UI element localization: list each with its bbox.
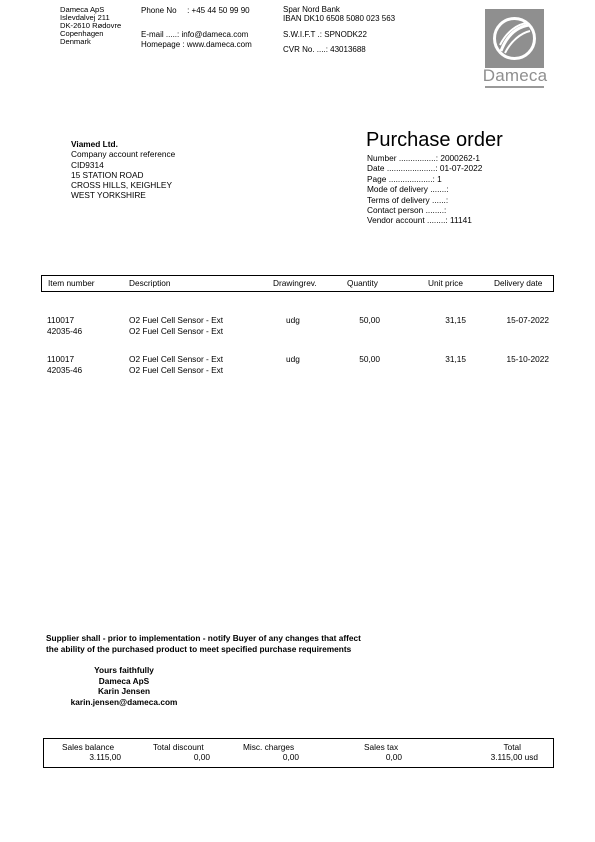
notice-line: Supplier shall - prior to implementation - notify Buyer of any changes that affect xyxy=(46,633,361,643)
company-address-line: Copenhagen xyxy=(60,28,104,38)
recipient-name: Viamed Ltd. xyxy=(71,139,118,149)
row-description-line: O2 Fuel Cell Sensor - Ext xyxy=(129,325,224,336)
signature-person: Karin Jensen xyxy=(97,686,151,696)
dameca-logo-icon xyxy=(485,9,544,68)
order-field-page xyxy=(367,174,482,184)
order-field-terms xyxy=(367,195,482,205)
row-description-line: O2 Fuel Cell Sensor - Ext xyxy=(129,364,224,375)
signature-closing: Yours faithfully xyxy=(94,665,154,675)
table-header xyxy=(41,275,554,292)
row-description-line: O2 Fuel Cell Sensor - Ext xyxy=(129,354,224,364)
cvr-sep: ....: xyxy=(316,45,328,54)
swift-sep: .: xyxy=(317,30,322,39)
row-unit-price: 31,15 xyxy=(445,315,466,325)
email-line xyxy=(141,30,248,40)
sales-tax-label: Sales tax xyxy=(364,742,399,752)
sales-balance-value: 3.115,00 xyxy=(89,752,121,762)
row-item-number-2: 42035-46 xyxy=(47,325,83,336)
recipient-line: CROSS HILLS, KEIGHLEY xyxy=(71,180,172,191)
order-field-number xyxy=(367,153,482,163)
email-label: E-mail xyxy=(141,30,164,39)
field-label: Page xyxy=(367,173,387,184)
swift-label: S.W.I.F.T xyxy=(283,30,316,39)
field-dots: ......: xyxy=(432,194,449,205)
recipient-line: CID9314 xyxy=(71,159,104,170)
row-drawingrev: udg xyxy=(286,354,300,364)
cvr-line xyxy=(283,45,366,55)
field-label: Contact person xyxy=(367,205,424,216)
email-sep: .....: xyxy=(165,30,180,39)
field-value: 2000262-1 xyxy=(440,153,481,163)
row-quantity: 50,00 xyxy=(359,354,380,364)
row-item-number-2: 42035-46 xyxy=(47,364,83,375)
homepage-line xyxy=(141,40,252,50)
row-drawingrev: udg xyxy=(286,315,300,325)
row-item-number: 110017 xyxy=(47,354,75,364)
document-title: Purchase order xyxy=(366,129,503,151)
cvr-label: CVR No. xyxy=(283,45,315,54)
row-description-line: O2 Fuel Cell Sensor - Ext xyxy=(129,315,224,325)
field-dots: .....................: xyxy=(386,163,438,174)
field-value: 11141 xyxy=(450,215,472,226)
logo-divider xyxy=(485,86,544,88)
supplier-notice xyxy=(46,633,361,655)
col-header-description: Description xyxy=(129,278,171,288)
recipient-block xyxy=(71,139,175,201)
row-delivery-date: 15-10-2022 xyxy=(506,354,549,364)
homepage-value[interactable]: www.dameca.com xyxy=(186,40,252,49)
email-value[interactable]: info@dameca.com xyxy=(181,30,249,39)
field-dots: ...................: xyxy=(388,173,435,184)
phone-line xyxy=(141,6,250,16)
field-dots: .......: xyxy=(430,184,449,195)
signature-email[interactable]: karin.jensen@dameca.com xyxy=(70,696,178,707)
company-address-line: Islevdalvej 211 xyxy=(60,12,110,22)
total-discount-label: Total discount xyxy=(153,742,204,752)
field-label: Number xyxy=(367,153,397,163)
order-fields xyxy=(367,153,482,226)
table-row xyxy=(47,315,82,336)
homepage-sep: : xyxy=(182,40,185,49)
col-header-drawingrev: Drawingrev. xyxy=(273,278,317,288)
table-row xyxy=(47,354,82,375)
signature-company: Dameca ApS xyxy=(98,675,150,686)
field-dots: ................: xyxy=(398,153,439,163)
row-delivery-date: 15-07-2022 xyxy=(506,315,549,325)
row-item-number: 110017 xyxy=(47,315,75,325)
total-value: 3.115,00 usd xyxy=(490,752,538,762)
total-label: Total xyxy=(503,742,521,752)
misc-charges-label: Misc. charges xyxy=(243,742,295,752)
swift-value: SPNODK22 xyxy=(324,30,367,39)
field-label: Date xyxy=(367,163,385,174)
company-block xyxy=(60,6,121,46)
col-header-quantity: Quantity xyxy=(347,278,378,288)
order-field-vendor xyxy=(367,215,482,225)
field-dots: ........: xyxy=(425,205,447,216)
field-dots: ........: xyxy=(426,215,448,226)
phone-label: Phone No xyxy=(141,6,177,15)
phone-sep: : xyxy=(187,6,190,15)
field-label: Vendor account xyxy=(367,215,425,226)
totals-box xyxy=(43,738,554,768)
notice-line: the ability of the purchased product to meet specified purchase requirements xyxy=(46,644,352,654)
field-label: Terms of delivery xyxy=(367,194,430,205)
field-value: 1 xyxy=(437,173,442,184)
sales-balance-label: Sales balance xyxy=(62,742,115,752)
order-field-date xyxy=(367,163,482,173)
swift-line xyxy=(283,30,367,40)
row-quantity: 50,00 xyxy=(359,315,380,325)
bank-name: Spar Nord Bank xyxy=(283,5,340,14)
iban: IBAN DK10 6508 5080 023 563 xyxy=(283,14,396,23)
homepage-label: Homepage xyxy=(141,40,181,49)
cvr-value: 43013688 xyxy=(330,45,366,54)
order-field-contact xyxy=(367,205,482,215)
logo-wordmark: Dameca xyxy=(482,66,548,85)
signature-block xyxy=(54,665,194,707)
misc-charges-value: 0,00 xyxy=(282,752,299,762)
recipient-line: WEST YORKSHIRE xyxy=(71,190,146,201)
field-label: Mode of delivery xyxy=(367,184,428,195)
col-header-delivery-date: Delivery date xyxy=(494,278,543,288)
company-name: Dameca ApS xyxy=(60,5,105,14)
row-unit-price: 31,15 xyxy=(445,354,466,364)
row-description xyxy=(129,354,223,375)
row-description xyxy=(129,315,223,336)
recipient-line: 15 STATION ROAD xyxy=(71,169,144,180)
company-address-line: Denmark xyxy=(60,36,91,46)
order-field-mode xyxy=(367,184,482,194)
sales-tax-value: 0,00 xyxy=(385,752,402,762)
field-value: 01-07-2022 xyxy=(439,163,483,174)
company-address-line: DK-2610 Rødovre xyxy=(60,20,122,30)
phone-value: +45 44 50 99 90 xyxy=(191,6,250,15)
col-header-item-number: Item number xyxy=(48,278,95,288)
recipient-line: Company account reference xyxy=(71,149,176,160)
total-discount-value: 0,00 xyxy=(193,752,210,762)
col-header-unit-price: Unit price xyxy=(428,278,464,288)
